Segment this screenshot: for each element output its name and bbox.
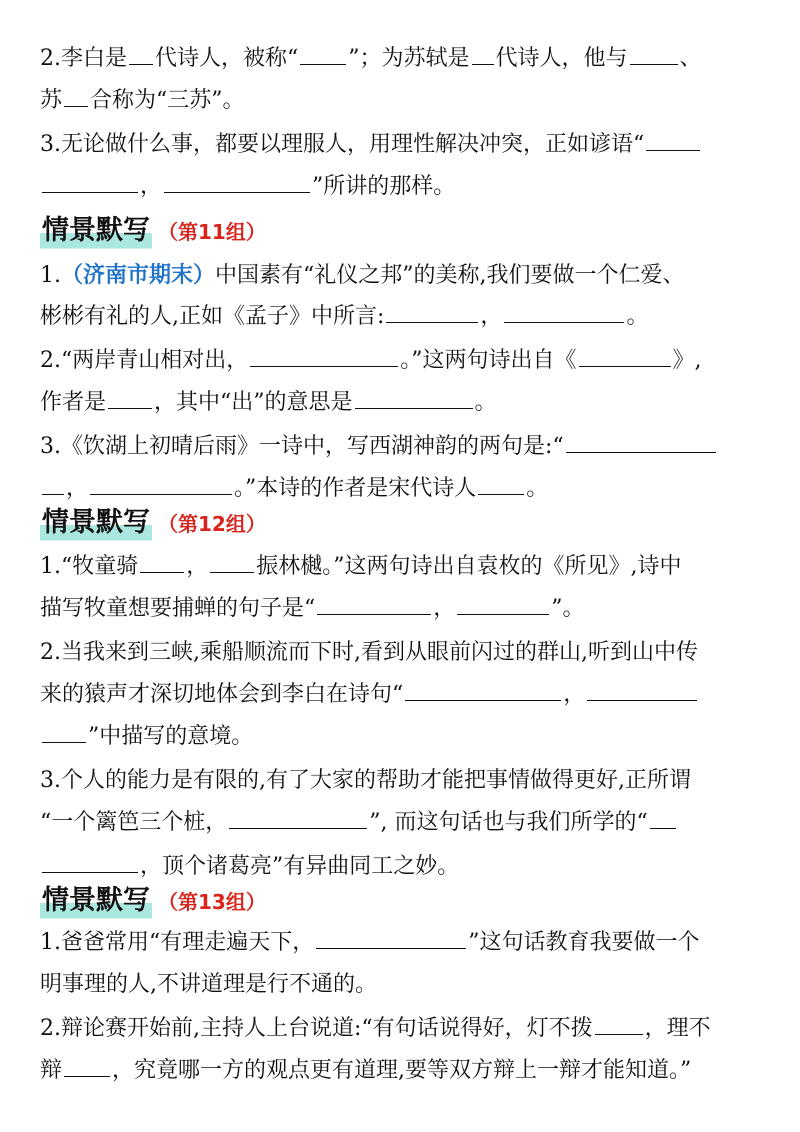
question-line: 描写牧童想要捕蝉的句子是“ ， ”。 — [40, 596, 585, 621]
question-line: 明事理的人,不讲道理是行不通的。 — [40, 972, 377, 997]
question-line: 1.爸爸常用“有理走遍天下， ”这句话教育我要做一个 — [40, 930, 700, 955]
answer-blank[interactable] — [630, 63, 678, 65]
source-tag: （济南市期末） — [61, 262, 216, 288]
answer-blank[interactable] — [646, 149, 700, 151]
question-line: 1.（济南市期末）中国素有“礼仪之邦”的美称,我们要做一个仁爱、 — [40, 262, 685, 288]
answer-blank[interactable] — [108, 407, 152, 409]
answer-blank[interactable] — [129, 63, 153, 65]
question-line: 2.“两岸青山相对出， 。”这两句诗出自《 》, — [40, 348, 702, 373]
answer-blank[interactable] — [250, 365, 398, 367]
answer-blank[interactable] — [478, 493, 524, 495]
answer-blank[interactable] — [42, 741, 86, 743]
question-line: 来的猿声才深切地体会到李白在诗句“ ， — [40, 674, 766, 716]
answer-blank[interactable] — [386, 321, 478, 323]
answer-blank[interactable] — [457, 613, 549, 615]
answer-blank[interactable] — [229, 827, 367, 829]
section-heading: 情景默写 （第11组） — [40, 210, 266, 252]
answer-blank[interactable] — [650, 827, 676, 829]
answer-blank[interactable] — [64, 105, 88, 107]
question-line: ”中描写的意境。 — [40, 716, 766, 758]
answer-blank[interactable] — [355, 407, 473, 409]
question-line: 3.无论做什么事，都要以理服人，用理性解决冲突，正如谚语“ — [40, 124, 766, 166]
answer-blank[interactable] — [316, 947, 466, 949]
answer-blank[interactable] — [317, 613, 431, 615]
answer-blank[interactable] — [164, 191, 310, 193]
answer-blank[interactable] — [566, 451, 716, 453]
question-line: 辩 ，究竟哪一方的观点更有道理,要等双方辩上一辩才能知道。” — [40, 1058, 692, 1083]
answer-blank[interactable] — [587, 699, 697, 701]
answer-blank[interactable] — [595, 1033, 643, 1035]
section-heading: 情景默写 （第13组） — [40, 880, 266, 922]
answer-blank[interactable] — [210, 571, 254, 573]
question-line: ， ”所讲的那样。 — [40, 166, 766, 208]
answer-blank[interactable] — [579, 365, 671, 367]
answer-blank[interactable] — [140, 571, 184, 573]
section-heading: 情景默写 （第12组） — [40, 502, 266, 544]
question-line: ， 。”本诗的作者是宋代诗人 。 — [40, 468, 766, 510]
question-line: ，顶个诸葛亮”有异曲同工之妙。 — [40, 846, 766, 888]
question-line: 2.辩论赛开始前,主持人上台说道:“有句话说得好，灯不拨 ，理不 — [40, 1016, 711, 1041]
answer-blank[interactable] — [472, 63, 494, 65]
answer-blank[interactable] — [42, 871, 138, 873]
answer-blank[interactable] — [64, 1075, 110, 1077]
question-line: 作者是 ，其中“出”的意思是 。 — [40, 390, 497, 415]
question-line: “一个篱笆三个桩， ”, 而这句话也与我们所学的“ — [40, 802, 766, 844]
answer-blank[interactable] — [300, 63, 346, 65]
answer-blank[interactable] — [42, 191, 138, 193]
question-line: 苏 合称为“三苏”。 — [40, 88, 245, 113]
question-line: 彬彬有礼的人,正如《孟子》中所言: ， 。 — [40, 304, 649, 329]
answer-blank[interactable] — [90, 493, 232, 495]
question-line: 2.当我来到三峡,乘船顺流而下时,看到从眼前闪过的群山,听到山中传 — [40, 640, 698, 665]
question-line: 1.“牧童骑 ， 振林樾。”这两句诗出自袁枚的《所见》,诗中 — [40, 554, 682, 579]
question-line: 3.个人的能力是有限的,有了大家的帮助才能把事情做得更好,正所谓 — [40, 768, 691, 793]
answer-blank[interactable] — [405, 699, 561, 701]
question-line: 2.李白是 代诗人，被称“ ”；为苏轼是 代诗人，他与 、 — [40, 46, 702, 71]
question-line: 3.《饮湖上初晴后雨》一诗中，写西湖神韵的两句是:“ — [40, 426, 766, 468]
answer-blank[interactable] — [42, 493, 64, 495]
answer-blank[interactable] — [504, 321, 624, 323]
